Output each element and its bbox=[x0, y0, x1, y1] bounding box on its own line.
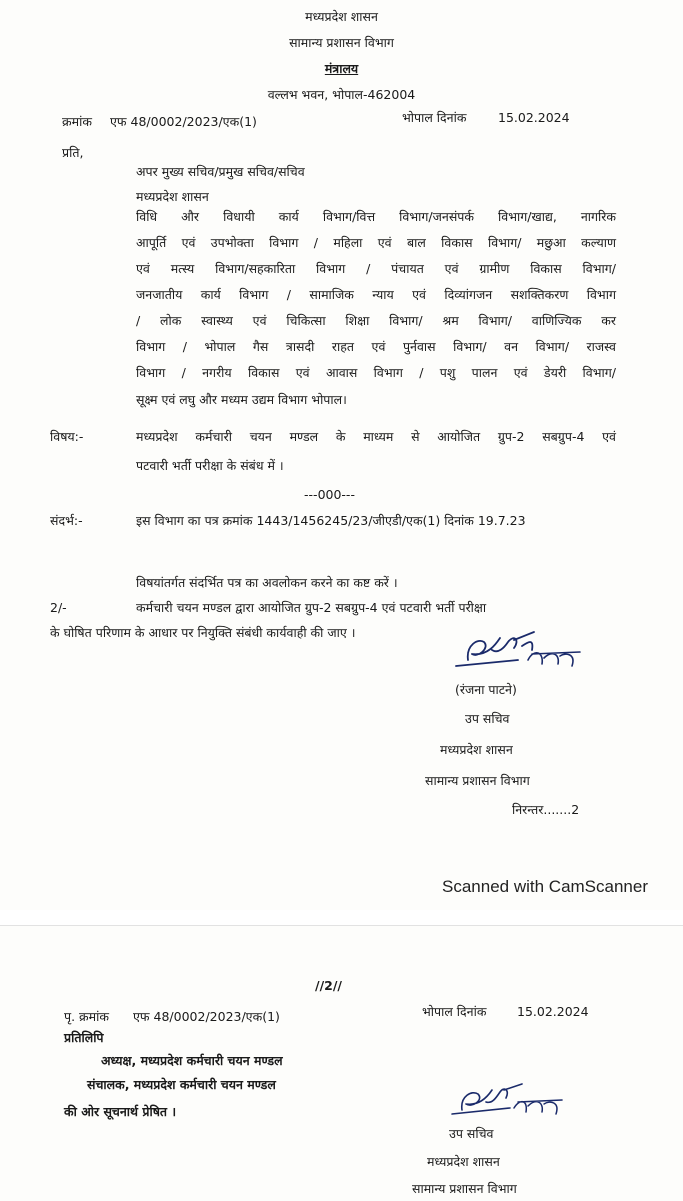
header-government: मध्यप्रदेश शासन bbox=[305, 9, 378, 24]
recipient-line: अपर मुख्य सचिव/प्रमुख सचिव/सचिव bbox=[136, 164, 305, 179]
header-department: सामान्य प्रशासन विभाग bbox=[289, 35, 394, 50]
body-para-1: विषयांतर्गत संदर्भित पत्र का अवलोकन करने का कष्ट करें । bbox=[136, 575, 398, 590]
recipient-line: जनजातीय कार्य विभाग / सामाजिक न्याय एवं दिव्यांगजन सशक्तिकरण विभाग bbox=[136, 287, 616, 302]
recipient-line: विभाग / भोपाल गैस त्रासदी राहत एवं पुर्नवास विभाग/ वन विभाग/ राजस्व bbox=[136, 339, 616, 354]
recipient-line: आपूर्ति एवं उपभोक्ता विभाग / महिला एवं बाल विकास विभाग/ मछुआ कल्याण bbox=[136, 235, 616, 250]
copy-recipient: संचालक, मध्यप्रदेश कर्मचारी चयन मण्डल bbox=[87, 1077, 276, 1092]
ref-number: एफ 48/0002/2023/एक(1) bbox=[133, 1009, 280, 1024]
ref-date: 15.02.2024 bbox=[517, 1004, 589, 1019]
copy-note: की ओर सूचनार्थ प्रेषित । bbox=[64, 1104, 177, 1119]
recipient-line: विधि और विधायी कार्य विभाग/वित्त विभाग/जनसंपर्क विभाग/खाद्य, नागरिक bbox=[136, 209, 616, 224]
ref-label: पृ. क्रमांक bbox=[64, 1009, 109, 1024]
ref-number: एफ 48/0002/2023/एक(1) bbox=[110, 114, 257, 129]
header-address: वल्लभ भवन, भोपाल-462004 bbox=[267, 87, 416, 102]
header-ministry: मंत्रालय bbox=[324, 61, 359, 76]
ref-date: 15.02.2024 bbox=[498, 110, 570, 125]
reference-text: इस विभाग का पत्र क्रमांक 1443/1456245/23/जीएडी/एक(1) दिनांक 19.7.23 bbox=[136, 513, 526, 528]
recipient-line: / लोक स्वास्थ्य एवं चिकित्सा शिक्षा विभाग/ श्रम विभाग/ वाणिज्यिक कर bbox=[136, 313, 616, 328]
ref-date-label: भोपाल दिनांक bbox=[422, 1004, 487, 1019]
scanner-watermark: Scanned with CamScanner bbox=[442, 877, 649, 896]
pratilipi-label: प्रतिलिपि bbox=[64, 1030, 104, 1045]
body-para-2: कर्मचारी चयन मण्डल द्वारा आयोजित ग्रुप-2 सबग्रुप-4 एवं पटवारी भर्ती परीक्षा bbox=[136, 600, 487, 615]
subject-text: पटवारी भर्ती परीक्षा के संबंध में । bbox=[136, 458, 284, 473]
para-2-number: 2/- bbox=[50, 600, 67, 615]
continued-note: निरन्तर.......2 bbox=[512, 802, 580, 817]
recipient-line: मध्यप्रदेश शासन bbox=[136, 189, 209, 204]
reference-label: संदर्भ:- bbox=[50, 513, 83, 528]
signatory-designation: उप सचिव bbox=[465, 711, 510, 726]
document-page-2 bbox=[0, 925, 683, 1201]
signature-image bbox=[448, 1076, 568, 1124]
signature-image bbox=[448, 620, 588, 680]
signatory-org: मध्यप्रदेश शासन bbox=[440, 742, 513, 757]
signatory-department: सामान्य प्रशासन विभाग bbox=[425, 773, 530, 788]
page-number: //2// bbox=[315, 978, 342, 993]
copy-recipient: अध्यक्ष, मध्यप्रदेश कर्मचारी चयन मण्डल bbox=[101, 1053, 283, 1068]
prati-label: प्रति, bbox=[62, 145, 84, 160]
subject-label: विषय:- bbox=[50, 429, 84, 444]
separator: ---000--- bbox=[304, 487, 355, 502]
body-para-2: के घोषित परिणाम के आधार पर नियुक्ति संबंधी कार्यवाही की जाए । bbox=[50, 625, 356, 640]
signatory-name: (रंजना पाटने) bbox=[455, 682, 517, 697]
recipient-line: सूक्ष्म एवं लघु और मध्यम उद्यम विभाग भोपाल। bbox=[136, 392, 347, 407]
recipient-line: विभाग / नगरीय विकास एवं आवास विभाग / पशु पालन एवं डेयरी विभाग/ bbox=[136, 365, 616, 380]
subject-text: मध्यप्रदेश कर्मचारी चयन मण्डल के माध्यम से आयोजित ग्रुप-2 सबग्रुप-4 एवं bbox=[136, 429, 616, 444]
ref-date-label: भोपाल दिनांक bbox=[402, 110, 467, 125]
signatory-designation: उप सचिव bbox=[449, 1126, 494, 1141]
ref-label: क्रमांक bbox=[62, 114, 92, 129]
signatory-department: सामान्य प्रशासन विभाग bbox=[412, 1181, 517, 1196]
signatory-org: मध्यप्रदेश शासन bbox=[427, 1154, 500, 1169]
recipient-line: एवं मत्स्य विभाग/सहकारिता विभाग / पंचायत एवं ग्रामीण विकास विभाग/ bbox=[136, 261, 616, 276]
